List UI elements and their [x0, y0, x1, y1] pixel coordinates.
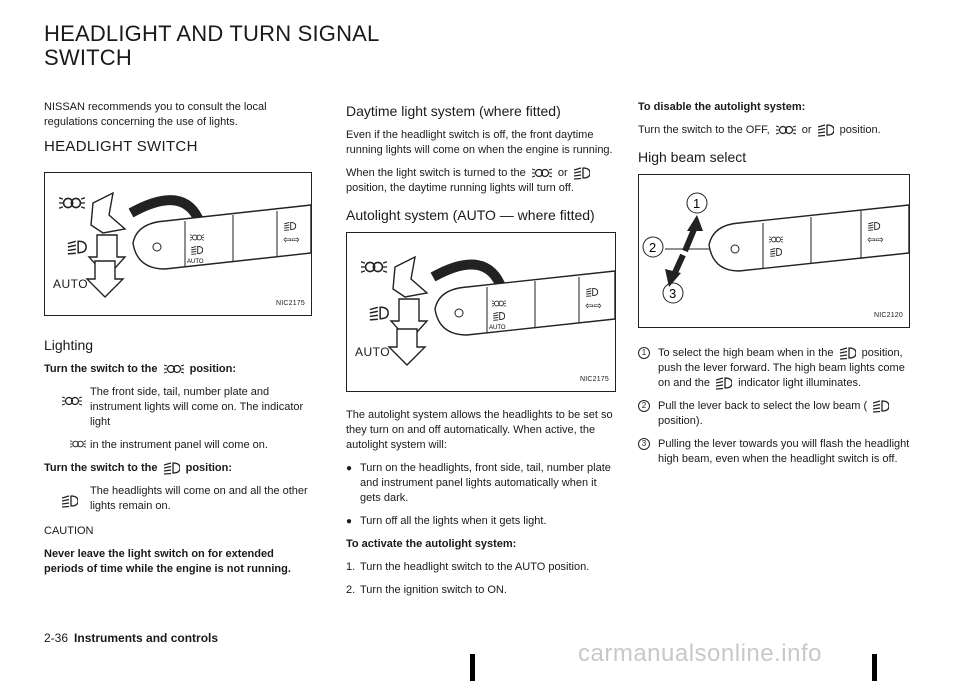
- headlight-icon: [574, 166, 590, 180]
- caution-text: Never leave the light switch on for extended periods of time while the engine is not running.: [44, 548, 291, 575]
- autolight-heading: Autolight system (AUTO — where fitted): [346, 207, 595, 223]
- column-middle: [346, 100, 618, 604]
- callout-2: 2: [649, 240, 657, 255]
- disable-label: To disable the autolight system:: [638, 101, 806, 113]
- section-heading: HEADLIGHT SWITCH: [44, 138, 198, 155]
- high-beam-indicator-icon: [716, 376, 732, 390]
- side-lights-icon: [164, 363, 184, 375]
- bullet-icon: ●: [346, 463, 353, 474]
- step-number: 3: [638, 438, 650, 450]
- daytime-off-paragraph: When the light switch is turned to the or position, the daytime running lights will turn off.: [346, 166, 618, 196]
- callout-1: 1: [693, 196, 701, 211]
- list-item: 3 Pulling the lever towards you will flash the headlight high beam, even when the headlight switch is off.: [638, 437, 910, 467]
- figure-auto-small: AUTO: [489, 325, 506, 331]
- svg-text:⇦⇨: ⇦⇨: [585, 301, 602, 312]
- headlight-icon: [818, 123, 834, 137]
- activate-label: To activate the autolight system:: [346, 538, 517, 550]
- figure-auto-small: AUTO: [187, 259, 204, 265]
- divider-bar: [470, 654, 475, 681]
- section-name: Instruments and controls: [74, 631, 219, 645]
- headlight-switch-illustration: [45, 173, 311, 315]
- list-item: 1 To select the high beam when in the position, push the lever forward. The high beam lights come on and the indicator light illuminates.: [638, 346, 910, 391]
- figure-code: NIC2175: [275, 300, 305, 307]
- side-lights-icon: [62, 395, 82, 407]
- svg-text:⇦⇨: ⇦⇨: [283, 235, 300, 246]
- svg-text:⇦⇨: ⇦⇨: [867, 235, 884, 246]
- watermark: carmanualsonline.info: [578, 640, 822, 667]
- column-right: [638, 100, 910, 475]
- figure-code: NIC2120: [873, 312, 903, 319]
- figure-auto-label: AUTO: [355, 345, 391, 359]
- autolight-figure: [346, 232, 616, 392]
- list-item: 2. Turn the ignition switch to ON.: [346, 584, 507, 596]
- page-footer: [44, 631, 218, 645]
- high-beam-heading: High beam select: [638, 149, 747, 165]
- turn2-description: The headlights will come on and all the other lights remain on.: [44, 484, 312, 514]
- daytime-heading: Daytime light system (where fitted): [346, 103, 561, 119]
- step-number: 2: [638, 400, 650, 412]
- divider-bar: [872, 654, 877, 681]
- lighting-heading: Lighting: [44, 337, 94, 353]
- turn2-label: Turn the switch to the position:: [44, 462, 233, 474]
- high-beam-illustration: [639, 175, 909, 327]
- step-number: 1: [638, 347, 650, 359]
- turn1-indicator-note: in the instrument panel will come on.: [44, 438, 312, 453]
- side-lights-icon: [776, 124, 796, 136]
- daytime-paragraph: Even if the headlight switch is off, the front daytime running lights will come on when the engine is running.: [346, 129, 613, 156]
- list-item: 2 Pull the lever back to select the low beam ( position).: [638, 399, 910, 429]
- list-item: ● Turn on the headlights, front side, tail, number plate and instrument panel lights automatically when it gets dark.: [346, 462, 611, 504]
- turn1-label: Turn the switch to the position:: [44, 363, 237, 375]
- page-number: 2-36: [44, 631, 69, 645]
- page-title: HEADLIGHT AND TURN SIGNAL SWITCH: [44, 21, 379, 70]
- headlight-icon: [840, 346, 856, 360]
- bullet-icon: ●: [346, 516, 353, 527]
- high-beam-figure: [638, 174, 910, 328]
- side-lights-icon: [70, 439, 86, 449]
- headlight-icon: [62, 494, 78, 508]
- intro-paragraph: NISSAN recommends you to consult the local regulations concerning the use of lights.: [44, 101, 267, 128]
- callout-3: 3: [669, 286, 677, 301]
- list-item: 1. Turn the headlight switch to the AUTO position.: [346, 561, 590, 573]
- list-item: ● Turn off all the lights when it gets light.: [346, 515, 547, 527]
- headlight-icon: [873, 399, 889, 413]
- figure-auto-label: AUTO: [53, 277, 89, 291]
- side-lights-icon: [532, 167, 552, 179]
- headlight-icon: [164, 461, 180, 475]
- autolight-paragraph: The autolight system allows the headlights to be set so they turn on and off automatically. When active, the autolight system will:: [346, 409, 613, 451]
- turn1-description: The front side, tail, number plate and instrument lights will come on. The indicator light: [44, 385, 312, 430]
- headlight-switch-figure: [44, 172, 312, 316]
- figure-code: NIC2175: [579, 376, 609, 383]
- column-left: [44, 100, 312, 585]
- caution-label: CAUTION: [44, 525, 94, 537]
- autolight-switch-illustration: [347, 233, 615, 391]
- disable-paragraph: Turn the switch to the OFF, or position.: [638, 124, 881, 136]
